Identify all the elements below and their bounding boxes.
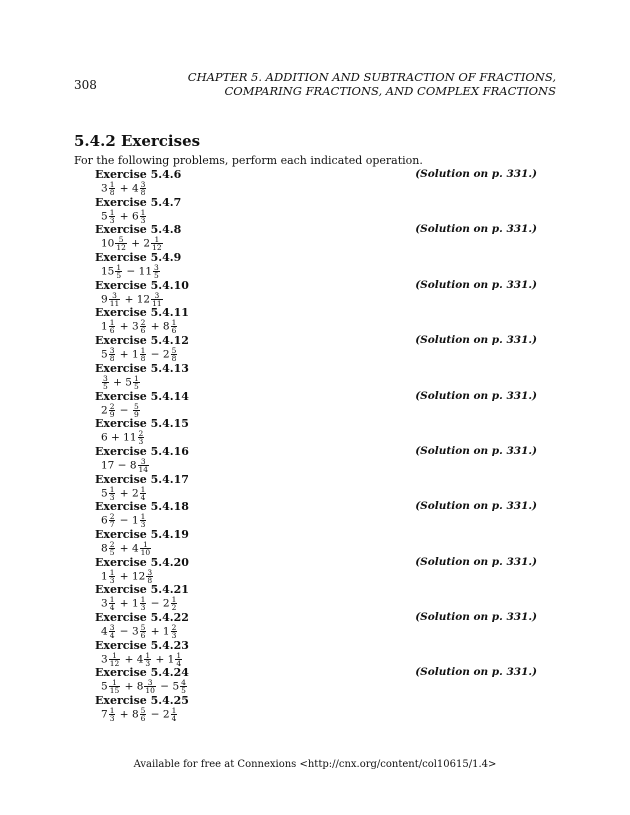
fraction — [146, 569, 153, 584]
expression-text: + — [116, 542, 132, 555]
denominator: 10 — [145, 686, 155, 696]
whole-number: 1 — [131, 514, 139, 527]
whole-number: 7 — [101, 708, 108, 721]
whole-number: 3 — [101, 182, 108, 195]
numerator: 1 — [171, 595, 177, 605]
exercise-item — [95, 417, 537, 445]
numerator: 4 — [181, 678, 186, 688]
fraction — [151, 292, 163, 307]
numerator: 1 — [133, 373, 139, 383]
fraction — [151, 236, 163, 251]
denominator: 5 — [154, 271, 159, 281]
expression-text: + — [116, 320, 132, 333]
numerator: 3 — [140, 180, 146, 189]
fraction — [109, 569, 116, 584]
numerator: 2 — [109, 512, 115, 522]
denominator: 4 — [171, 714, 177, 724]
expression-text: + — [116, 210, 132, 223]
intro-text: For the following problems, perform each indicated operation. — [74, 154, 423, 167]
numerator: 2 — [109, 539, 115, 549]
numerator: 5 — [140, 706, 146, 716]
numerator: 1 — [140, 541, 152, 549]
expression-text: + — [116, 182, 132, 195]
exercise-title: Exercise 5.4.6 — [95, 168, 182, 181]
exercise-expression — [95, 652, 537, 667]
expression-text: − — [116, 625, 132, 638]
fraction — [171, 707, 178, 722]
numerator: 2 — [109, 401, 115, 411]
fraction — [109, 486, 116, 501]
whole-number: 2 — [162, 708, 170, 721]
numerator: 3 — [138, 458, 150, 466]
exercise-title: Exercise 5.4.12 — [95, 334, 189, 348]
numerator: 1 — [171, 318, 177, 328]
numerator: 3 — [154, 263, 159, 273]
solution-link[interactable]: (Solution on p. 331.) — [415, 500, 537, 513]
solution-link[interactable]: (Solution on p. 331.) — [415, 389, 537, 402]
exercise-item — [95, 694, 537, 722]
whole-number: 1 — [162, 625, 170, 638]
exercise-expression — [95, 486, 537, 501]
solution-link[interactable]: (Solution on p. 331.) — [415, 555, 537, 568]
solution-link[interactable]: (Solution on p. 331.) — [415, 223, 537, 236]
whole-number: 3 — [101, 653, 108, 666]
solution-link[interactable]: (Solution on p. 331.) — [415, 444, 537, 457]
numerator: 1 — [116, 263, 122, 273]
exercise-title: Exercise 5.4.19 — [95, 527, 189, 541]
fraction — [144, 679, 156, 694]
exercise-list — [95, 168, 537, 722]
whole-number: 6 — [131, 210, 139, 223]
numerator: 1 — [109, 679, 121, 687]
numerator: 1 — [145, 650, 151, 660]
denominator: 3 — [171, 631, 177, 640]
whole-number: 5 — [125, 376, 132, 389]
exercise-item — [95, 251, 537, 279]
denominator: 6 — [109, 326, 115, 336]
denominator: 11 — [152, 298, 162, 308]
fraction — [171, 596, 178, 611]
exercise-item — [95, 362, 537, 390]
numerator: 5 — [115, 236, 127, 244]
whole-number: 4 — [131, 182, 139, 195]
numerator: 1 — [140, 346, 146, 356]
fraction — [140, 209, 147, 224]
whole-number: 11 — [138, 265, 153, 278]
whole-number: 2 — [162, 348, 170, 361]
exercise-expression — [95, 679, 537, 694]
exercise-expression — [95, 264, 537, 279]
exercise-title: Exercise 5.4.16 — [95, 444, 189, 458]
numerator: 5 — [133, 401, 139, 411]
whole-number: 10 — [101, 237, 115, 250]
fraction — [140, 624, 147, 639]
whole-number: 4 — [101, 625, 108, 638]
fraction — [140, 347, 147, 362]
numerator: 1 — [140, 595, 146, 605]
page-number: 308 — [74, 78, 97, 92]
numerator: 5 — [140, 623, 146, 632]
whole-number: 4 — [131, 542, 139, 555]
exercise-title: Exercise 5.4.9 — [95, 251, 182, 265]
numerator: 1 — [109, 207, 115, 217]
exercise-expression — [95, 347, 537, 362]
denominator: 3 — [138, 437, 144, 447]
numerator: 1 — [171, 706, 177, 716]
denominator: 3 — [109, 492, 115, 502]
denominator: 14 — [138, 464, 149, 474]
fraction — [109, 319, 116, 334]
exercise-expression — [95, 596, 537, 611]
numerator: 2 — [140, 318, 146, 328]
fraction — [171, 319, 178, 334]
whole-number: 2 — [101, 404, 108, 416]
exercise-title: Exercise 5.4.17 — [95, 472, 189, 486]
expression-text: + — [147, 320, 163, 333]
fraction — [138, 430, 145, 445]
exercise-item — [95, 666, 537, 694]
expression-text: + — [116, 348, 132, 361]
numerator: 1 — [140, 484, 146, 494]
numerator: 3 — [109, 346, 115, 356]
denominator: 5 — [116, 271, 122, 281]
fraction — [144, 652, 151, 667]
whole-number: 5 — [101, 210, 108, 223]
numerator: 1 — [109, 484, 115, 494]
solution-link[interactable]: (Solution on p. 331.) — [415, 611, 537, 623]
numerator: 1 — [109, 318, 115, 328]
numerator: 1 — [176, 650, 182, 660]
numerator: 2 — [171, 623, 177, 632]
running-header — [188, 70, 556, 98]
exercise-item — [95, 279, 537, 307]
fraction — [140, 596, 147, 611]
fraction — [109, 513, 116, 528]
exercise-item — [95, 639, 537, 667]
exercise-title: Exercise 5.4.8 — [95, 223, 182, 237]
exercise-title: Exercise 5.4.25 — [95, 694, 189, 708]
fraction — [140, 541, 152, 556]
whole-number: 1 — [131, 597, 139, 610]
exercise-title: Exercise 5.4.13 — [95, 361, 189, 375]
numerator: 1 — [140, 207, 146, 217]
fraction — [180, 679, 187, 694]
expression-text: + — [116, 487, 132, 500]
exercise-title: Exercise 5.4.15 — [95, 417, 189, 431]
denominator: 7 — [109, 520, 115, 530]
whole-number: 1 — [101, 570, 108, 583]
fraction — [109, 292, 121, 307]
denominator: 3 — [140, 520, 146, 530]
denominator: 6 — [140, 631, 146, 640]
expression-text: 6 + — [101, 431, 124, 444]
numerator: 1 — [109, 652, 121, 660]
expression-text: 17 − — [101, 459, 130, 472]
fraction — [115, 236, 127, 251]
fraction — [171, 347, 178, 362]
exercise-item — [95, 583, 537, 611]
denominator: 2 — [171, 603, 177, 613]
exercise-item — [95, 556, 537, 584]
expression-text: + — [121, 653, 137, 666]
expression-text: − — [116, 404, 132, 416]
solution-link[interactable]: (Solution on p. 331.) — [415, 334, 537, 347]
numerator: 1 — [109, 180, 115, 189]
numerator: 1 — [140, 512, 146, 522]
fraction — [102, 375, 109, 390]
fraction — [133, 403, 140, 418]
exercise-item — [95, 445, 537, 473]
solution-link[interactable]: (Solution on p. 331.) — [415, 168, 537, 180]
denominator: 8 — [140, 354, 146, 364]
expression-text: + — [127, 237, 144, 250]
exercise-expression — [95, 292, 537, 307]
numerator: 2 — [138, 429, 144, 439]
fraction — [138, 458, 150, 473]
denominator: 8 — [140, 188, 146, 197]
numerator: 1 — [109, 706, 115, 716]
exercise-item — [95, 334, 537, 362]
exercise-expression — [95, 707, 537, 722]
denominator: 6 — [171, 326, 177, 336]
exercise-expression — [95, 375, 537, 390]
fraction — [175, 652, 182, 667]
fraction — [109, 209, 116, 224]
denominator: 9 — [133, 409, 139, 419]
whole-number: 3 — [101, 597, 108, 610]
denominator: 9 — [109, 409, 115, 419]
denominator: 3 — [109, 714, 115, 724]
fraction — [115, 264, 122, 279]
fraction — [109, 679, 121, 694]
expression-text: + — [116, 570, 132, 583]
expression-text: − — [116, 514, 132, 527]
exercise-item — [95, 306, 537, 334]
whole-number: 2 — [162, 597, 170, 610]
whole-number: 5 — [101, 680, 108, 693]
fraction — [109, 624, 116, 639]
whole-number: 1 — [167, 653, 175, 666]
expression-text: − — [147, 708, 163, 721]
expression-text: − — [147, 597, 163, 610]
exercise-expression — [95, 181, 537, 196]
numerator: 3 — [109, 292, 121, 300]
whole-number: 8 — [131, 708, 139, 721]
denominator: 4 — [109, 631, 115, 640]
fraction — [140, 181, 147, 196]
numerator: 1 — [109, 595, 115, 605]
whole-number: 12 — [131, 570, 146, 583]
solution-link[interactable]: (Solution on p. 331.) — [415, 278, 537, 291]
exercise-item — [95, 500, 537, 528]
fraction — [109, 403, 116, 418]
exercise-expression — [95, 624, 537, 639]
exercise-title: Exercise 5.4.20 — [95, 555, 189, 569]
exercise-item — [95, 528, 537, 556]
denominator: 12 — [109, 658, 120, 668]
expression-text: + — [147, 625, 163, 638]
whole-number: 9 — [101, 293, 108, 306]
denominator: 8 — [109, 188, 115, 197]
footer: Available for free at Connexions <http://cnx.org/content/col10615/1.4> — [133, 759, 497, 770]
exercise-item — [95, 611, 537, 639]
exercise-item — [95, 196, 537, 224]
numerator: 1 — [109, 567, 115, 577]
whole-number: 5 — [101, 348, 108, 361]
running-header-line-2: COMPARING FRACTIONS, AND COMPLEX FRACTIONS — [224, 84, 556, 98]
denominator: 8 — [171, 354, 177, 364]
whole-number: 3 — [131, 625, 139, 638]
exercise-title: Exercise 5.4.10 — [95, 278, 189, 292]
denominator: 11 — [109, 298, 120, 308]
numerator: 3 — [147, 567, 153, 577]
numerator: 3 — [103, 373, 108, 383]
exercise-expression — [95, 458, 537, 473]
exercise-title: Exercise 5.4.21 — [95, 583, 189, 597]
fraction — [109, 707, 116, 722]
whole-number: 11 — [123, 431, 137, 444]
running-header-line-1: CHAPTER 5. ADDITION AND SUBTRACTION OF FRACTIONS, — [187, 70, 556, 84]
whole-number: 8 — [136, 680, 144, 693]
fraction — [133, 375, 140, 390]
expression-text: + — [152, 653, 168, 666]
exercise-expression — [95, 209, 537, 224]
fraction — [140, 486, 147, 501]
whole-number: 1 — [101, 320, 108, 333]
denominator: 3 — [140, 603, 146, 613]
expression-text: + — [121, 293, 137, 306]
denominator: 5 — [181, 686, 186, 696]
denominator: 5 — [133, 381, 139, 391]
denominator: 12 — [152, 243, 162, 253]
whole-number: 12 — [136, 293, 151, 306]
exercise-item — [95, 390, 537, 418]
denominator: 4 — [109, 603, 115, 613]
fraction — [140, 319, 147, 334]
numerator: 3 — [151, 292, 163, 300]
exercise-expression — [95, 236, 537, 251]
whole-number: 2 — [131, 487, 139, 500]
whole-number: 4 — [136, 653, 144, 666]
expression-text: − — [156, 680, 173, 693]
exercise-expression — [95, 430, 537, 445]
denominator: 3 — [109, 215, 115, 225]
exercise-title: Exercise 5.4.23 — [95, 638, 189, 652]
whole-number: 1 — [131, 348, 139, 361]
exercise-expression — [95, 319, 537, 334]
fraction — [109, 541, 116, 556]
fraction — [171, 624, 178, 639]
denominator: 3 — [140, 215, 146, 225]
expression-text: − — [147, 348, 163, 361]
expression-text: + — [109, 376, 126, 389]
numerator: 3 — [109, 623, 115, 632]
fraction — [109, 596, 116, 611]
exercise-expression — [95, 513, 537, 528]
expression-text: + — [116, 708, 132, 721]
exercise-item — [95, 168, 537, 196]
exercise-title: Exercise 5.4.18 — [95, 500, 189, 514]
exercise-title: Exercise 5.4.22 — [95, 611, 189, 624]
exercise-title: Exercise 5.4.11 — [95, 306, 189, 320]
denominator: 5 — [109, 547, 115, 557]
whole-number: 8 — [101, 542, 108, 555]
fraction — [140, 707, 147, 722]
exercise-expression — [95, 403, 537, 418]
whole-number: 8 — [162, 320, 170, 333]
whole-number: 5 — [101, 487, 108, 500]
denominator: 6 — [140, 326, 146, 336]
expression-text: − — [123, 265, 139, 278]
exercise-expression — [95, 541, 537, 556]
denominator: 10 — [140, 547, 151, 557]
denominator: 6 — [140, 714, 146, 724]
expression-text: + — [116, 597, 132, 610]
fraction — [109, 652, 121, 667]
numerator: 3 — [144, 679, 156, 687]
section-title: 5.4.2 Exercises — [74, 132, 201, 150]
exercise-title: Exercise 5.4.24 — [95, 666, 189, 680]
fraction — [109, 181, 116, 196]
exercise-expression — [95, 569, 537, 584]
whole-number: 6 — [101, 514, 108, 527]
exercise-item — [95, 473, 537, 501]
denominator: 8 — [147, 575, 153, 585]
exercise-title: Exercise 5.4.14 — [95, 389, 189, 403]
fraction — [109, 347, 116, 362]
numerator: 1 — [151, 236, 163, 244]
whole-number: 2 — [143, 237, 151, 250]
solution-link[interactable]: (Solution on p. 331.) — [415, 666, 537, 679]
denominator: 12 — [116, 243, 126, 253]
whole-number: 5 — [172, 680, 180, 693]
whole-number: 8 — [129, 459, 137, 472]
denominator: 15 — [109, 686, 120, 696]
denominator: 8 — [109, 354, 115, 364]
numerator: 5 — [171, 346, 177, 356]
denominator: 4 — [176, 658, 182, 668]
denominator: 5 — [103, 381, 108, 391]
denominator: 3 — [109, 575, 115, 585]
expression-text: + — [121, 680, 137, 693]
exercise-item — [95, 223, 537, 251]
denominator: 4 — [140, 492, 146, 502]
denominator: 3 — [145, 658, 151, 668]
fraction — [153, 264, 160, 279]
whole-number: 15 — [101, 265, 115, 278]
fraction — [140, 513, 147, 528]
whole-number: 3 — [131, 320, 139, 333]
exercise-title: Exercise 5.4.7 — [95, 195, 182, 209]
